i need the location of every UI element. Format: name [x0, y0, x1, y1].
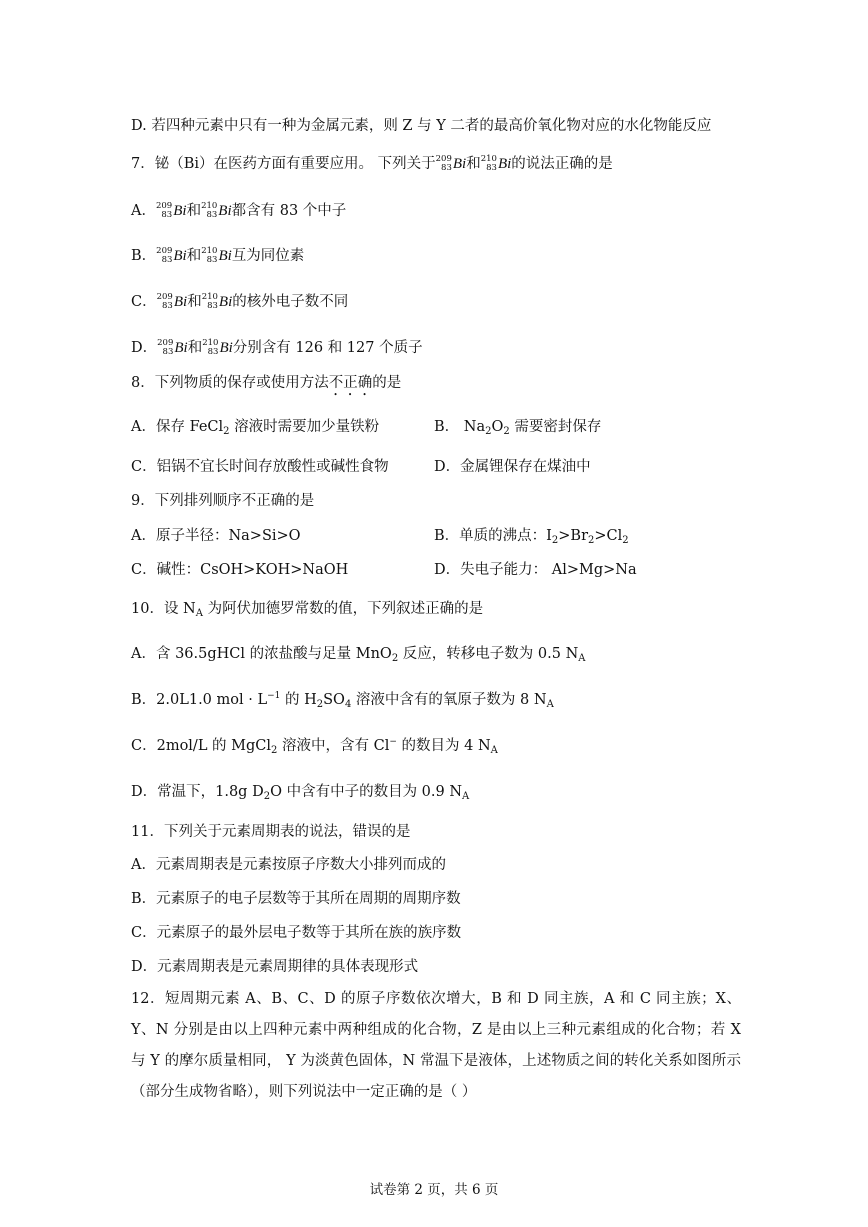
q8-option-a: A．保存 FeCl$_2$ 溶液时需要加少量铁粉 [131, 419, 380, 437]
page-footer: 试卷第 2 页，共 6 页 [369, 1182, 499, 1198]
isotope-notation: 210 83 [480, 154, 497, 173]
q7-option-b: B． 209 83 Bi和 210 83 Bi互为同位素 [131, 246, 305, 265]
q7-option-d: D． 209 83 Bi和 210 83 Bi分别含有 126 和 127 个质子 [131, 338, 423, 357]
q8-stem: 8．下列物质的保存或使用方法不正确的是 [131, 375, 402, 391]
q10-option-b: B．2.0L1.0 mol · $L^{-1}$ 的 $H_2SO_4$ 溶液中含有的氧原子数为 8 $N_A$ [131, 691, 554, 710]
q7-option-c: C． 209 83 Bi和 210 83 Bi的核外电子数不同 [131, 292, 349, 311]
q8-option-b: B． $Na_2O_2$ 需要密封保存 [434, 419, 602, 437]
q6-option-d: D. 若四种元素中只有一种为金属元素，则 Z 与 Y 二者的最高价氧化物对应的水化物能反应 [131, 118, 712, 134]
isotope-notation: 209 83 [435, 154, 452, 173]
q11-option-b: B．元素原子的电子层数等于其所在周期的周期序数 [131, 891, 461, 907]
q9-option-c: C．碱性：CsOH>KOH>NaOH [131, 562, 349, 578]
q10-option-a: A．含 36.5gHCl 的浓盐酸与足量 MnO$_2$ 反应，转移电子数为 0.5 $N_A$ [131, 646, 586, 664]
q8-option-c: C．铝锅不宜长时间存放酸性或碱性食物 [131, 459, 389, 475]
q11-option-c: C．元素原子的最外层电子数等于其所在族的族序数 [131, 925, 462, 941]
q7-stem-text-b: 的说法正确的是 [511, 156, 613, 172]
q10-option-d: D．常温下，1.8g $D_2O$ 中含有中子的数目为 0.9 $N_A$ [131, 784, 470, 802]
q7-stem: 7．铋（Bi）在医药方面有重要应用。 下列关于 209 83 Bi和 210 83 Bi的说法正确的是 [131, 154, 613, 173]
q8-option-d: D．金属锂保存在煤油中 [434, 459, 591, 475]
q9-option-b: B．单质的沸点：$I_2>Br_2>Cl_2$ [434, 528, 629, 546]
q12-paragraph: 12．短周期元素 A、B、C、D 的原子序数依次增大，B 和 D 同主族，A 和 C 同主族；X、Y、N 分别是由以上四种元素中两种组成的化合物，Z 是由以上三种元素组成的化合物；若 X 与 Y 的摩尔质量相同， Y 为淡黄色固体，N 常温下是液体，上述物质之间的转化关系如图所示（部分生成物省略），则下列说法中一定正确的是（ ） [131, 991, 741, 1100]
q10-stem: 10．设 $N_A$ 为阿伏加德罗常数的值，下列叙述正确的是 [131, 601, 484, 619]
q11-option-a: A．元素周期表是元素按原子序数大小排列而成的 [131, 857, 446, 873]
q9-option-a: A．原子半径：Na>Si>O [131, 528, 301, 544]
q9-option-d: D．失电子能力： Al>Mg>Na [434, 562, 637, 578]
q7-option-a: A． 209 83 Bi和 210 83 Bi都含有 83 个中子 [131, 201, 347, 220]
q10-option-c: C．2mol/L 的 MgCl$_2$ 溶液中，含有 Cl− 的数目为 4 $N_A$ [131, 737, 498, 756]
q11-option-d: D．元素周期表是元素周期律的具体表现形式 [131, 959, 419, 975]
q11-stem: 11．下列关于元素周期表的说法，错误的是 [131, 824, 411, 840]
q7-stem-text-a: 7．铋（Bi）在医药方面有重要应用。 下列关于 [131, 156, 436, 172]
emphasis-marked-text: 不正确 [328, 375, 373, 391]
q9-stem: 9．下列排列顺序不正确的是 [131, 493, 315, 509]
